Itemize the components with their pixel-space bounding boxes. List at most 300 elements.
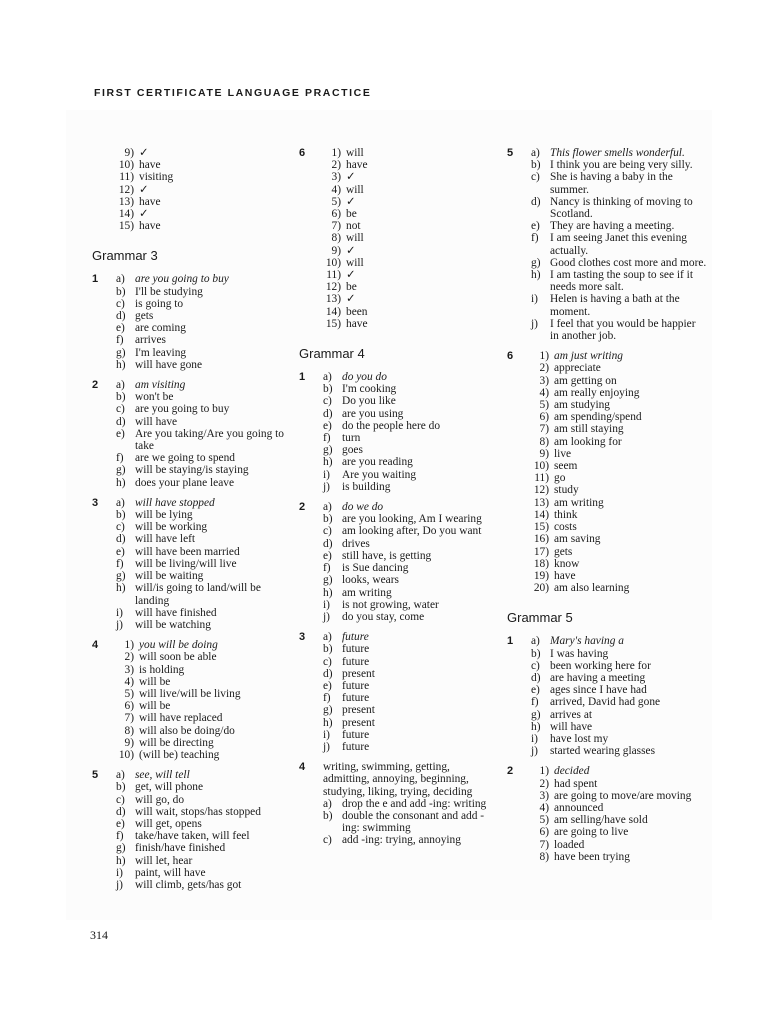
answer-label: 14) — [118, 208, 134, 221]
answer-label: 14) — [533, 508, 549, 521]
answer-text: present — [342, 716, 375, 729]
answer-label: h) — [116, 854, 126, 867]
answer-item — [116, 159, 292, 171]
answer-item — [116, 806, 292, 818]
answer-text: be — [346, 208, 357, 221]
answer-text: am writing — [342, 586, 392, 599]
answer-label: 5) — [331, 195, 341, 208]
answer-item — [116, 570, 292, 582]
answer-label: 9) — [124, 147, 134, 159]
answer-label: 6) — [539, 826, 549, 839]
answer-item — [531, 411, 707, 423]
answer-text: ✓ — [346, 293, 356, 306]
answer-label: b) — [116, 509, 126, 522]
column-left — [92, 147, 292, 899]
answer-label: 6) — [539, 411, 549, 424]
answer-item — [323, 798, 494, 810]
answer-label: a) — [116, 769, 125, 782]
answer-label: 18) — [533, 557, 549, 570]
answer-text: ✓ — [346, 171, 356, 184]
answer-text: ✓ — [346, 269, 356, 282]
answer-text: been — [346, 305, 368, 318]
answer-text: am just writing — [554, 350, 623, 363]
answer-label: i) — [531, 293, 538, 306]
answer-text: Mary's having a — [550, 635, 624, 648]
answer-item — [531, 533, 707, 545]
answer-item — [323, 395, 494, 407]
answer-item — [323, 196, 494, 208]
answer-text: been working here for — [550, 659, 651, 672]
answer-text: I'm cooking — [342, 383, 397, 396]
answer-item — [116, 794, 292, 806]
answer-label: 13) — [533, 496, 549, 509]
page-number: 314 — [90, 928, 108, 942]
answer-label: a) — [323, 797, 332, 810]
answer-text: is Sue dancing — [342, 562, 409, 575]
answer-item — [116, 171, 292, 183]
answer-text: gets — [135, 310, 154, 323]
answer-text: do we do — [342, 501, 384, 514]
answer-text: paint, will have — [135, 866, 206, 879]
answer-label: a) — [116, 496, 125, 509]
answer-label: 2) — [539, 777, 549, 790]
answer-label: e) — [116, 322, 125, 335]
answer-text: are coming — [135, 322, 186, 335]
exercise-number: 3 — [299, 631, 306, 644]
answer-label: 7) — [539, 423, 549, 436]
answer-item — [323, 318, 494, 330]
answer-item — [323, 147, 494, 159]
answer-text: will have been married — [135, 545, 240, 558]
answer-item — [323, 293, 494, 305]
answer-label: b) — [116, 391, 126, 404]
answer-label: h) — [116, 358, 126, 371]
answer-text: am saving — [554, 533, 601, 546]
answer-text: am writing — [554, 496, 604, 509]
answer-label: 8) — [331, 232, 341, 245]
answer-text: Do you like — [342, 395, 396, 408]
exercise-number: 2 — [299, 501, 306, 514]
answer-text: you will be doing — [139, 639, 218, 652]
answer-text: do the people here do — [342, 419, 441, 432]
answer-item — [531, 733, 707, 745]
answer-item — [531, 765, 707, 777]
answer-text: will have finished — [135, 606, 217, 619]
answer-label: g) — [116, 464, 126, 477]
answer-label: 5) — [539, 814, 549, 827]
grammar-4-heading: Grammar 4 — [299, 346, 365, 362]
answer-label: 6) — [124, 700, 134, 713]
answer-label: c) — [323, 655, 332, 668]
answer-label: c) — [116, 793, 125, 806]
answer-text: will be staying/is staying — [135, 464, 249, 477]
answer-label: f) — [323, 432, 331, 445]
answer-item — [116, 749, 292, 761]
answer-item — [116, 607, 292, 619]
answer-text: know — [554, 557, 580, 570]
answer-item — [531, 826, 707, 838]
answer-text: will be — [139, 700, 171, 713]
answer-item — [531, 362, 707, 374]
answer-text: are we going to spend — [135, 452, 235, 465]
answer-item — [531, 196, 707, 220]
answer-item — [531, 672, 707, 684]
answer-text: is going to — [135, 297, 184, 310]
answer-text: present — [342, 667, 375, 680]
answer-item — [116, 391, 292, 403]
answer-text: future — [342, 643, 370, 656]
answer-label: 20) — [533, 582, 549, 595]
answer-text: Are you waiting — [342, 468, 417, 481]
answer-label: c) — [323, 395, 332, 408]
answer-text: will be directing — [139, 736, 214, 749]
answer-label: b) — [531, 159, 541, 172]
answer-item — [116, 220, 292, 232]
answer-item — [116, 477, 292, 489]
answer-text: ✓ — [139, 147, 149, 159]
answer-label: e) — [531, 684, 540, 697]
answer-label: j) — [531, 317, 538, 330]
answer-item — [323, 810, 494, 834]
answer-text: get, will phone — [135, 781, 204, 794]
answer-item — [531, 839, 707, 851]
answer-label: 8) — [539, 850, 549, 863]
answer-label: a) — [323, 371, 332, 384]
answer-label: g) — [323, 444, 333, 457]
answer-item — [323, 469, 494, 481]
answer-item — [323, 643, 494, 655]
exercise-5 — [507, 147, 707, 342]
answer-text: turn — [342, 432, 361, 445]
answer-item — [323, 587, 494, 599]
answer-text: loaded — [554, 838, 585, 851]
answer-text: have — [554, 569, 576, 582]
answer-label: f) — [531, 696, 539, 709]
answer-label: g) — [531, 256, 541, 269]
answer-label: b) — [323, 643, 333, 656]
answer-label: d) — [323, 537, 333, 550]
answer-label: 3) — [539, 374, 549, 387]
answer-text: drop the e and add -ing: writing — [342, 797, 487, 810]
answer-item — [531, 472, 707, 484]
answer-label: 10) — [118, 159, 134, 172]
answer-label: a) — [531, 147, 540, 159]
exercise-number: 1 — [299, 371, 306, 384]
exercise-number: 5 — [92, 769, 99, 782]
answer-text: am selling/have sold — [554, 814, 648, 827]
answer-item — [116, 184, 292, 196]
answer-label: e) — [116, 545, 125, 558]
answer-item — [116, 700, 292, 712]
answer-item — [531, 171, 707, 195]
answer-text: She is having a baby in the summer. — [550, 171, 673, 196]
answer-text: am studying — [554, 399, 611, 412]
exercise-number: 2 — [92, 379, 99, 392]
answer-item — [116, 830, 292, 842]
answer-label: j) — [323, 480, 330, 493]
answer-item — [323, 717, 494, 729]
answer-item — [323, 257, 494, 269]
answer-text: live — [554, 447, 572, 460]
answer-label: 7) — [539, 838, 549, 851]
exercise-number: 3 — [92, 496, 99, 509]
answer-item — [531, 660, 707, 672]
answer-text: will — [346, 147, 364, 159]
exercise-number: 4 — [92, 639, 99, 652]
answer-item — [531, 696, 707, 708]
answer-item — [531, 745, 707, 757]
answer-label: 11) — [119, 171, 134, 184]
answer-item — [323, 281, 494, 293]
answer-label: 9) — [331, 244, 341, 257]
exercise-3 — [299, 631, 494, 753]
answer-text: am looking for — [554, 435, 622, 448]
answer-label: g) — [116, 346, 126, 359]
answer-label: 4) — [331, 183, 341, 196]
answer-item — [531, 350, 707, 362]
answer-item — [531, 814, 707, 826]
answer-item — [531, 147, 707, 159]
answer-label: g) — [323, 704, 333, 717]
answer-item — [531, 269, 707, 293]
answer-label: g) — [531, 708, 541, 721]
answer-label: c) — [323, 525, 332, 538]
answer-item — [116, 196, 292, 208]
answer-text: will have replaced — [139, 712, 223, 725]
answer-item — [116, 322, 292, 334]
exercise-number: 6 — [299, 147, 306, 159]
answer-text: are you going to buy — [135, 403, 230, 416]
answer-item — [323, 611, 494, 623]
answer-text: ✓ — [346, 195, 356, 208]
answer-text: future — [342, 631, 369, 644]
answer-text: will be living/will live — [135, 557, 237, 570]
page-header: FIRST CERTIFICATE LANGUAGE PRACTICE — [94, 87, 372, 99]
answer-text: will be waiting — [135, 570, 204, 583]
answer-text: are you looking, Am I wearing — [342, 513, 482, 526]
answer-text: are you reading — [342, 456, 413, 469]
answer-item — [531, 423, 707, 435]
answer-item — [116, 310, 292, 322]
answer-item — [116, 619, 292, 631]
answer-text: will have — [550, 720, 593, 733]
answer-label: d) — [116, 533, 126, 546]
answer-label: i) — [323, 598, 330, 611]
answer-item — [116, 546, 292, 558]
answer-text: I think you are being very silly. — [550, 159, 693, 172]
answer-label: 2) — [331, 159, 341, 172]
answer-text: visiting — [139, 171, 174, 184]
answer-item — [323, 306, 494, 318]
answer-label: 12) — [325, 281, 341, 294]
answer-label: 10) — [533, 460, 549, 473]
answer-label: 15) — [533, 521, 549, 534]
answer-text: have — [139, 220, 161, 233]
answer-item — [116, 842, 292, 854]
exercise-4 — [92, 639, 292, 761]
answer-text: add -ing: trying, annoying — [342, 834, 461, 847]
answer-text: will/is going to land/will be landing — [135, 582, 261, 607]
answer-item — [323, 220, 494, 232]
answer-item — [116, 725, 292, 737]
exercise-number: 1 — [507, 635, 514, 648]
answer-label: j) — [116, 618, 123, 631]
answer-label: 1) — [124, 639, 134, 652]
answer-label: h) — [531, 720, 541, 733]
answer-item — [531, 851, 707, 863]
answer-item — [531, 635, 707, 647]
answer-item — [323, 408, 494, 420]
answer-text: do you stay, come — [342, 610, 425, 623]
answer-text: had spent — [554, 777, 598, 790]
exercise-6 — [507, 350, 707, 594]
answer-label: 9) — [539, 447, 549, 460]
exercise-5 — [92, 769, 292, 891]
answer-text: ✓ — [346, 244, 356, 257]
answer-label: 8) — [539, 435, 549, 448]
answer-item — [531, 721, 707, 733]
answer-item — [116, 509, 292, 521]
answer-text: decided — [554, 765, 590, 778]
answer-label: 3) — [539, 789, 549, 802]
answer-text: are going to move/are moving — [554, 789, 692, 802]
answer-text: (will be) teaching — [139, 748, 220, 761]
answer-item — [323, 383, 494, 395]
answer-item — [323, 729, 494, 741]
answer-item — [531, 159, 707, 171]
answer-label: h) — [323, 456, 333, 469]
answer-label: h) — [116, 582, 126, 595]
exercise-1 — [299, 371, 494, 493]
answer-item — [531, 582, 707, 594]
answer-text: am still staying — [554, 423, 624, 436]
answer-text: future — [342, 728, 370, 741]
answer-item — [531, 387, 707, 399]
answer-text: will have — [135, 415, 178, 428]
answer-label: 4) — [539, 801, 549, 814]
answer-item — [531, 257, 707, 269]
answer-text: am spending/spend — [554, 411, 642, 424]
answer-text: will also be doing/do — [139, 724, 235, 737]
answer-label: b) — [323, 809, 333, 822]
answer-text: have — [346, 317, 368, 330]
answer-text: have — [139, 159, 161, 172]
answer-text: does your plane leave — [135, 476, 234, 489]
answer-text: This flower smells wonderful. — [550, 147, 685, 159]
answer-label: h) — [116, 476, 126, 489]
answer-item — [116, 464, 292, 476]
answer-item — [531, 558, 707, 570]
answer-label: d) — [116, 805, 126, 818]
answer-text: will have gone — [135, 358, 203, 371]
answer-item — [531, 778, 707, 790]
answer-item — [531, 460, 707, 472]
answer-text: see, will tell — [135, 769, 190, 782]
answer-label: a) — [116, 273, 125, 286]
answer-text: are you going to buy — [135, 273, 229, 286]
answer-text: drives — [342, 537, 370, 550]
answer-text: finish/have finished — [135, 842, 226, 855]
answer-label: f) — [116, 452, 124, 465]
answer-label: f) — [323, 692, 331, 705]
answer-label: c) — [116, 297, 125, 310]
answer-label: 3) — [331, 171, 341, 184]
answer-label: 6) — [331, 208, 341, 221]
answer-label: 12) — [533, 484, 549, 497]
answer-item — [323, 692, 494, 704]
answer-item — [323, 456, 494, 468]
answer-item — [116, 818, 292, 830]
answer-text: am really enjoying — [554, 386, 640, 399]
exercise-4 — [299, 761, 494, 846]
answer-text: am looking after, Do you want — [342, 525, 482, 538]
answer-label: f) — [116, 334, 124, 347]
answer-text: am getting on — [554, 374, 617, 387]
answer-label: a) — [116, 379, 125, 392]
answer-text: I feel that you would be happier in another job. — [550, 317, 696, 343]
answer-label: 1) — [539, 350, 549, 363]
answer-label: 4) — [539, 386, 549, 399]
answer-text: be — [346, 281, 357, 294]
answer-item — [531, 436, 707, 448]
answer-item — [323, 680, 494, 692]
answer-item — [531, 497, 707, 509]
answer-label: f) — [323, 562, 331, 575]
answer-text: have — [346, 159, 368, 172]
answer-item — [531, 521, 707, 533]
answer-item — [116, 298, 292, 310]
answer-label: 16) — [533, 533, 549, 546]
answer-item — [116, 416, 292, 428]
answer-item — [116, 676, 292, 688]
answer-label: 10) — [325, 256, 341, 269]
answer-text: have lost my — [550, 732, 609, 745]
answer-item — [116, 521, 292, 533]
answer-text: will have stopped — [135, 496, 215, 509]
answer-text: future — [342, 679, 370, 692]
answer-item — [323, 631, 494, 643]
answer-item — [323, 444, 494, 456]
answer-label: 11) — [534, 472, 549, 485]
answer-text: am visiting — [135, 379, 186, 392]
answer-text: ✓ — [139, 183, 149, 196]
answer-text: future — [342, 692, 370, 705]
answer-label: 7) — [124, 712, 134, 725]
answer-item — [323, 371, 494, 383]
answer-text: gets — [554, 545, 573, 558]
answer-label: 10) — [118, 748, 134, 761]
answer-item — [323, 501, 494, 513]
answer-label: c) — [531, 659, 540, 672]
answer-item — [323, 432, 494, 444]
answer-item — [531, 448, 707, 460]
answer-text: future — [342, 655, 370, 668]
answer-label: j) — [531, 745, 538, 758]
answer-text: looks, wears — [342, 574, 399, 587]
answer-label: f) — [531, 232, 539, 245]
answer-text: is building — [342, 480, 391, 493]
answer-item — [116, 712, 292, 724]
answer-text: am also learning — [554, 582, 630, 595]
answer-label: e) — [531, 220, 540, 233]
answer-item — [531, 684, 707, 696]
answer-label: b) — [323, 513, 333, 526]
answer-item — [323, 704, 494, 716]
answer-text: present — [342, 704, 375, 717]
answer-item — [531, 709, 707, 721]
answer-label: i) — [116, 606, 123, 619]
answer-text: will — [346, 183, 364, 196]
